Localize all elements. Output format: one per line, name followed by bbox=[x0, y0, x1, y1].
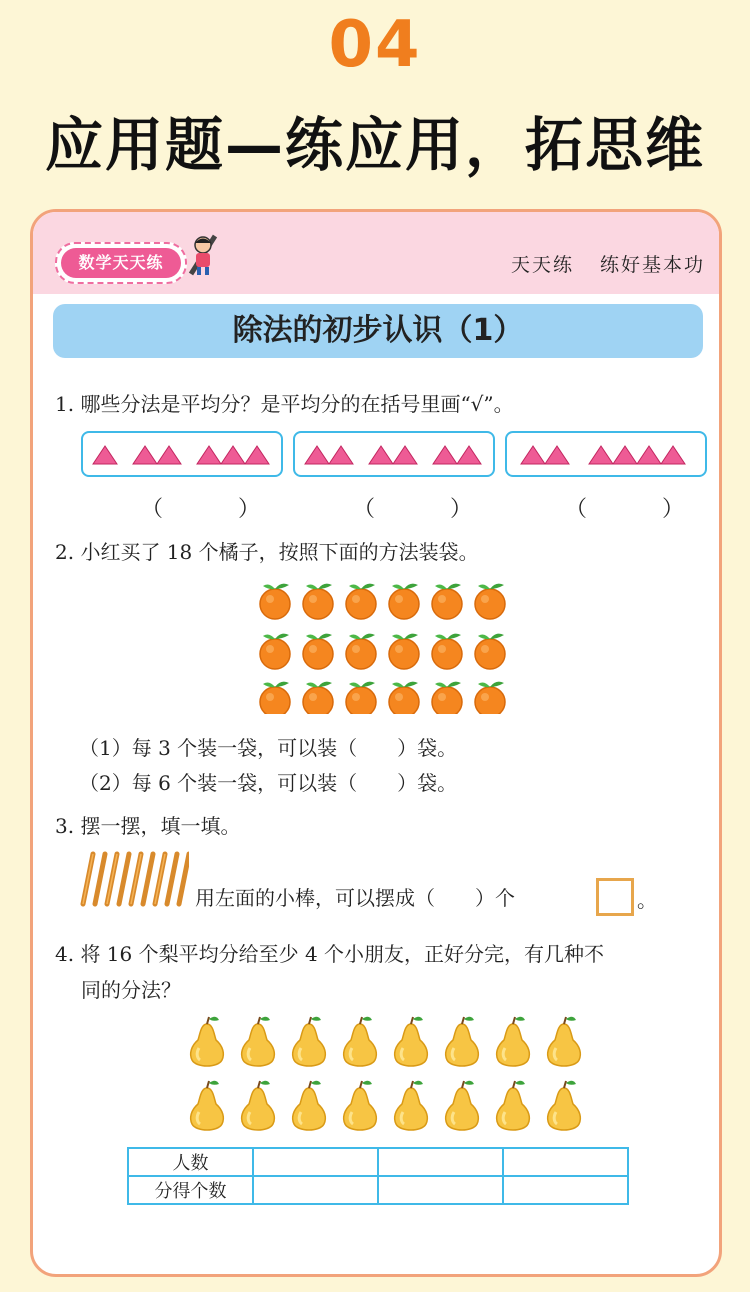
question-2-part-2: （2）每 6 个装一袋，可以装（ ）袋。 bbox=[79, 771, 458, 795]
question-2: 2. 小红买了 18 个橘子，按照下面的方法装袋。 bbox=[55, 540, 479, 564]
orange-fruit-icon bbox=[253, 574, 513, 714]
answer-cell[interactable] bbox=[253, 1176, 378, 1204]
row-header-people: 人数 bbox=[128, 1148, 253, 1176]
pencil-kid-icon bbox=[185, 234, 221, 276]
question-4-line-2: 同的分法？ bbox=[81, 978, 181, 1002]
practice-tag bbox=[55, 242, 187, 284]
slogan-text: 天天练 练好基本功 bbox=[510, 254, 705, 276]
answer-cell[interactable] bbox=[503, 1176, 628, 1204]
triangle-group-box-3 bbox=[505, 431, 707, 477]
triangle-group-2-icon bbox=[295, 433, 493, 475]
card-header bbox=[33, 212, 719, 294]
question-2-part-1: （1）每 3 个装一袋，可以装（ ）袋。 bbox=[79, 736, 458, 760]
section-number: 04 bbox=[328, 8, 422, 82]
triangle-group-box-1 bbox=[81, 431, 283, 477]
answer-table bbox=[127, 1147, 629, 1205]
question-3: 3. 摆一摆，填一填。 bbox=[55, 814, 241, 838]
question-1: 1. 哪些分法是平均分？是平均分的在括号里画“√”。 bbox=[55, 392, 514, 416]
row-header-amount: 分得个数 bbox=[128, 1176, 253, 1204]
question-3-text: 用左面的小棒，可以摆成（ ）个 bbox=[195, 886, 515, 910]
worksheet-card bbox=[30, 209, 722, 1277]
stick-icon bbox=[79, 850, 189, 910]
answer-cell[interactable] bbox=[378, 1148, 503, 1176]
answer-cell[interactable] bbox=[378, 1176, 503, 1204]
question-3-end: 。 bbox=[637, 888, 657, 912]
lesson-title: 除法的初步认识（1） bbox=[53, 304, 703, 358]
answer-cell[interactable] bbox=[503, 1148, 628, 1176]
triangle-group-1-icon bbox=[83, 433, 281, 475]
answer-paren-3[interactable]: （ ） bbox=[565, 497, 718, 522]
answer-cell[interactable] bbox=[253, 1148, 378, 1176]
answer-paren-1[interactable]: （ ） bbox=[141, 497, 294, 522]
square-shape-icon bbox=[596, 878, 634, 916]
triangle-group-3-icon bbox=[507, 433, 705, 475]
pear-fruit-icon bbox=[183, 1012, 583, 1132]
practice-tag-label: 数学天天练 bbox=[61, 248, 181, 278]
table-row bbox=[128, 1176, 628, 1204]
page-headline: 应用题—练应用，拓思维 bbox=[44, 111, 705, 179]
triangle-group-box-2 bbox=[293, 431, 495, 477]
table-row bbox=[128, 1148, 628, 1176]
answer-paren-2[interactable]: （ ） bbox=[353, 497, 506, 522]
question-4-line-1: 4. 将 16 个梨平均分给至少 4 个小朋友，正好分完，有几种不 bbox=[55, 942, 605, 966]
